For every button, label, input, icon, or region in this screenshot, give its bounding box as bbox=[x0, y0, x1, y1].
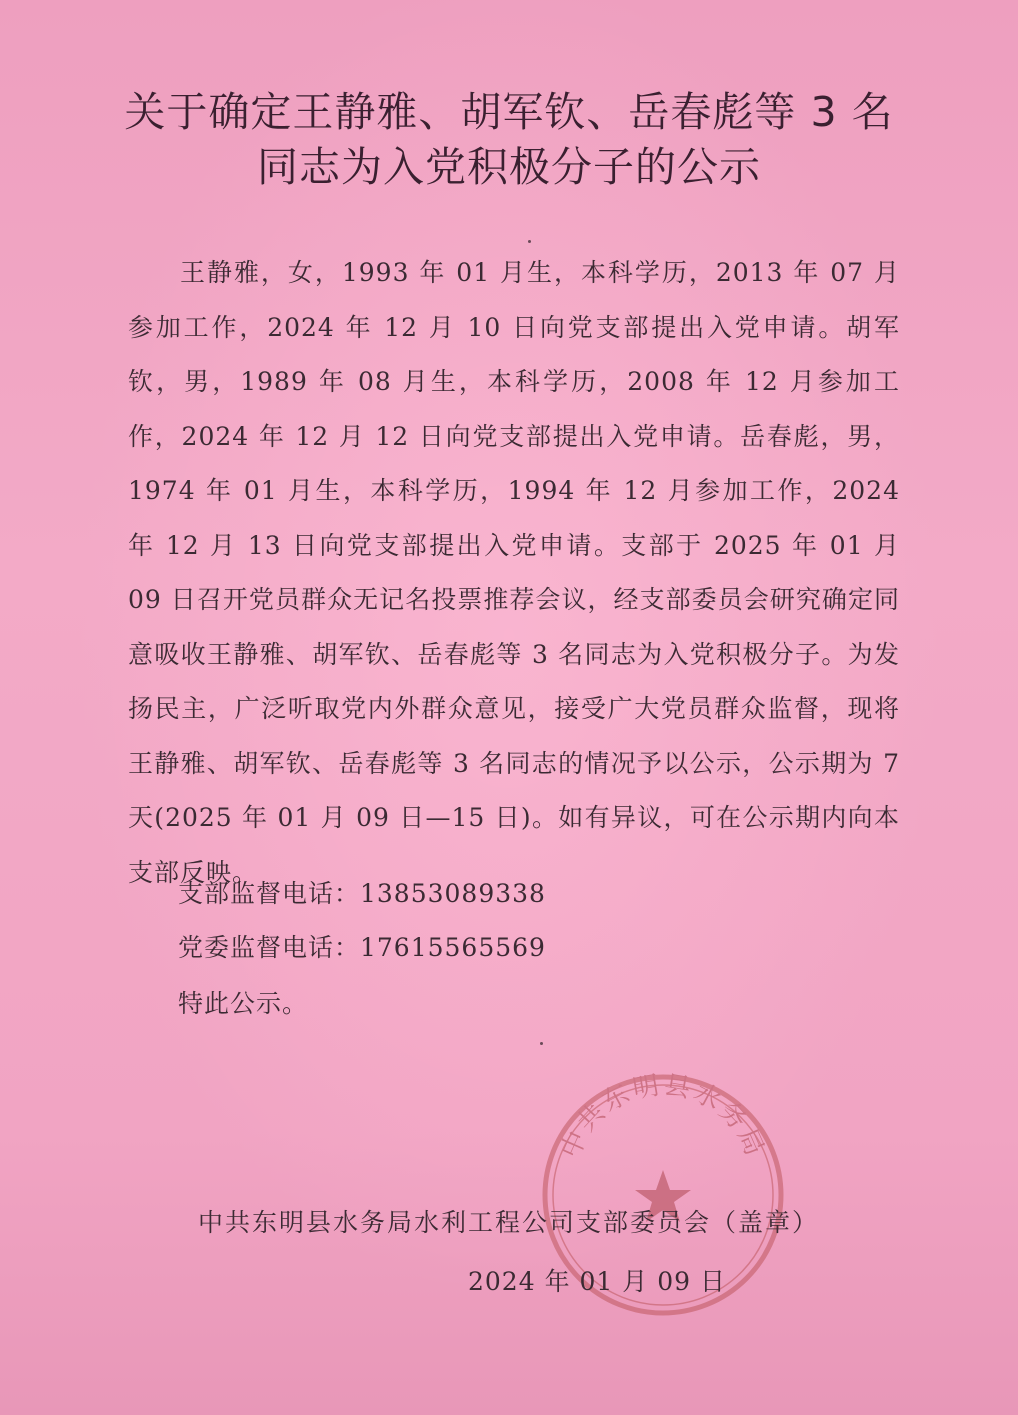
notice-title-line1: 关于确定王静雅、胡军钦、岳春彪等 3 名 bbox=[124, 88, 894, 136]
signature-organization: 中共东明县水务局水利工程公司支部委员会（盖章） bbox=[198, 1208, 820, 1237]
seal-text: 中共东明县水务局 bbox=[555, 1070, 771, 1163]
svg-text:中共东明县水务局 bbox=[556, 1070, 771, 1162]
branch-phone: 支部监督电话：13853089338 bbox=[178, 879, 546, 908]
notice-body: 王静雅，女，1993 年 01 月生，本科学历，2013 年 07 月参加工作，2024 年 12 月 10 日向党支部提出入党申请。胡军钦，男，1989 年 08 月生，本科学历，2008 年 12 月参加工作，2024 年 12 月 12 日向党支部提出入党申请。岳春彪，男，1974 年 01 月生，本科学历，1994 年 12 月参加工作，2024 年 12 月 13 日向党支部提出入党申请。支部于 2025 年 01 月 09 日召开党员群众无记名投票推荐会议，经支部委员会研究确定同意吸收王静雅、胡军钦、岳春彪等 3 名同志为入党积极分子。为发扬民主，广泛听取党内外群众意见，接受广大党员群众监督，现将王静雅、胡军钦、岳春彪等 3 名同志的情况予以公示，公示期为 7 天(2025 年 01 月 09 日—15 日)。如有异议，可在公示期内向本支部反映。 bbox=[128, 258, 900, 887]
committee-phone: 党委监督电话：17615565569 bbox=[178, 933, 546, 962]
closing-text: 特此公示。 bbox=[178, 989, 309, 1018]
paper-speck bbox=[540, 1042, 543, 1045]
notice-title-line2: 同志为入党积极分子的公示 bbox=[257, 143, 761, 191]
signature-date: 2024 年 01 月 09 日 bbox=[468, 1267, 726, 1296]
paper-speck bbox=[528, 240, 531, 243]
